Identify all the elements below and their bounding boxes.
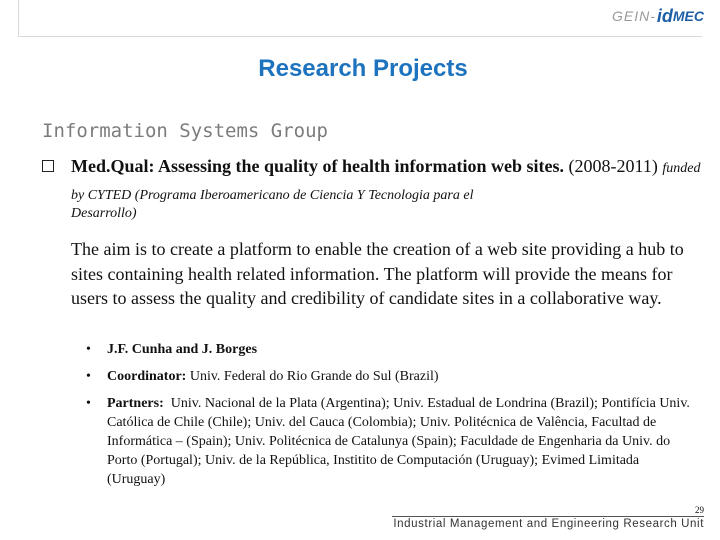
list-item-coordinator [86, 367, 696, 386]
gein-idmec-logo [612, 4, 704, 28]
list-item-authors [86, 340, 696, 359]
frame-line-left [18, 0, 19, 36]
page-title: Research Projects [258, 55, 468, 82]
partners-value: Univ. Nacional de la Plata (Argentina); Univ. Estadual de Londrina (Brazil); Pontifícia Univ. Católica de Chile (Chile); Univ. del Cauca (Colombia); Univ. Politécnica de Valência, Facultad de Informática – (Spain); Univ. Politécnica de Catalunya (Spain); Faculdade de Engenharia da Univ. do Porto (Portugal); Univ. de la República, Institito de Computación (Uruguay); Evimed Limitada (Uruguay) [107, 396, 690, 487]
coordinator-label: Coordinator: [107, 369, 187, 384]
project-years: (2008-2011) [568, 156, 658, 176]
partners-label: Partners: [107, 396, 164, 411]
checkbox-bullet-icon [42, 160, 54, 172]
group-heading: Information Systems Group [42, 120, 328, 142]
project-details-list [86, 340, 696, 497]
project-funding: funded by CYTED (Programa Iberoamericano de Ciencia Y Tecnologia para el [71, 161, 701, 203]
logo-id: id [656, 5, 673, 26]
authors: J.F. Cunha and J. Borges [107, 342, 258, 357]
project-aim: The aim is to create a platform to enable the creation of a web site providing a hub to sites containing health related information. The platform will provide the means for users to assess the quality and credibility of candidate sites in a collaborative way. [71, 239, 684, 308]
project-name: Med.Qual: Assessing the quality of health information web sites. [71, 156, 565, 176]
project-funding-cont: Desarrollo) [71, 206, 137, 221]
project-heading [71, 154, 711, 208]
logo-gein: GEIN- [611, 8, 656, 24]
footer-divider [392, 516, 704, 517]
footer-unit-name: Industrial Management and Engineering Research Unit [393, 518, 704, 530]
logo-mec: MEC [672, 8, 704, 24]
frame-line-top [18, 36, 702, 37]
list-item-partners [86, 394, 696, 489]
coordinator-value: Univ. Federal do Rio Grande do Sul (Brazil) [189, 369, 439, 384]
page-number: 29 [695, 505, 704, 515]
